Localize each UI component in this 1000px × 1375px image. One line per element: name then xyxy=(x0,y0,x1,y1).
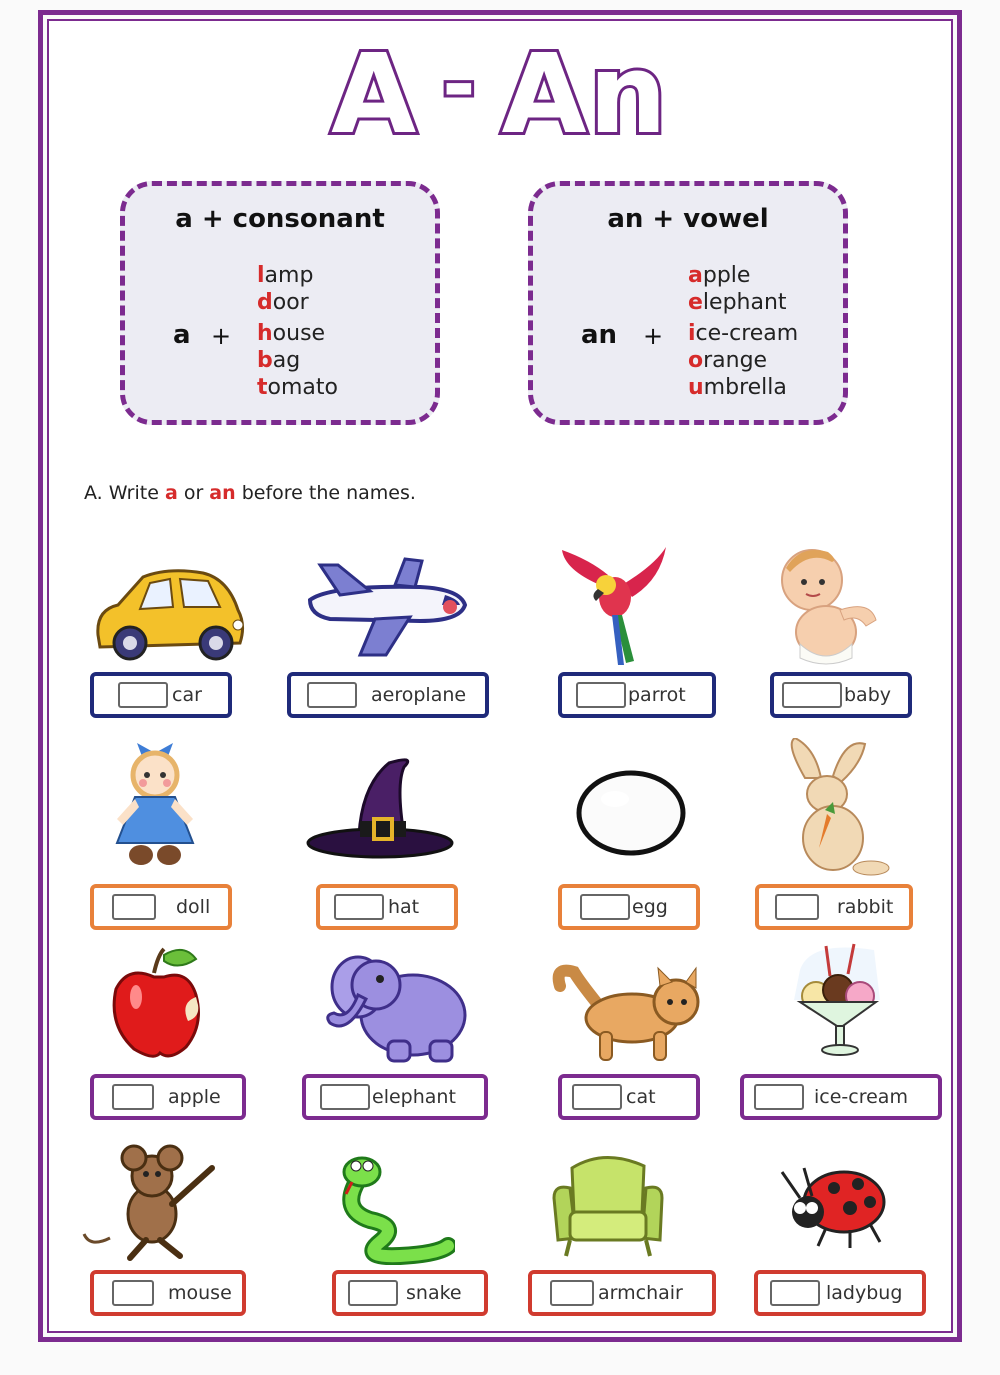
rule-box-consonant xyxy=(120,181,440,425)
consonant-word-list xyxy=(257,262,338,401)
rule-word: bag xyxy=(257,348,301,373)
rule-word: tomato xyxy=(257,375,338,400)
answer-label-ladybug xyxy=(754,1270,926,1316)
title-dash: - xyxy=(442,38,478,131)
answer-blank[interactable] xyxy=(334,894,384,920)
word-ice-cream: ice-cream xyxy=(814,1086,908,1108)
answer-label-car xyxy=(90,672,232,718)
answer-blank[interactable] xyxy=(576,682,626,708)
answer-label-parrot xyxy=(558,672,716,718)
rule-word: lamp xyxy=(257,263,314,288)
word-parrot: parrot xyxy=(628,684,686,706)
word-apple: apple xyxy=(168,1086,221,1108)
witch-hat-icon xyxy=(304,755,454,865)
vowel-word-list xyxy=(688,262,798,401)
word-ladybug: ladybug xyxy=(826,1282,903,1304)
answer-label-snake xyxy=(332,1270,488,1316)
ladybug-icon xyxy=(770,1162,895,1252)
answer-label-doll xyxy=(90,884,232,930)
baby-icon xyxy=(770,540,890,670)
answer-label-baby xyxy=(770,672,912,718)
elephant-icon xyxy=(318,945,473,1063)
answer-blank[interactable] xyxy=(580,894,630,920)
word-cat: cat xyxy=(626,1086,656,1108)
mouse-icon xyxy=(80,1138,225,1263)
rule-word: house xyxy=(257,321,326,346)
word-doll: doll xyxy=(176,896,211,918)
word-car: car xyxy=(172,684,202,706)
answer-blank[interactable] xyxy=(320,1084,370,1110)
answer-label-egg xyxy=(558,884,700,930)
rule-word: ice-cream xyxy=(688,321,799,346)
apple-icon xyxy=(108,945,203,1065)
word-aeroplane: aeroplane xyxy=(371,684,467,706)
snake-icon xyxy=(330,1150,455,1265)
answer-label-elephant xyxy=(302,1074,488,1120)
word-snake: snake xyxy=(406,1282,462,1304)
answer-blank[interactable] xyxy=(118,682,168,708)
word-elephant: elephant xyxy=(372,1086,456,1108)
rule-word: orange xyxy=(688,348,768,373)
armchair-icon xyxy=(548,1148,668,1263)
answer-label-hat xyxy=(316,884,458,930)
doll-icon xyxy=(105,735,205,870)
word-armchair: armchair xyxy=(598,1282,683,1304)
answer-label-ice-cream xyxy=(740,1074,942,1120)
answer-blank[interactable] xyxy=(307,682,357,708)
word-egg: egg xyxy=(632,896,668,918)
answer-blank[interactable] xyxy=(572,1084,622,1110)
rule-article-an: an xyxy=(581,320,618,350)
word-rabbit: rabbit xyxy=(837,896,894,918)
answer-label-aeroplane xyxy=(287,672,489,718)
rule-plus: + xyxy=(211,322,232,350)
answer-blank[interactable] xyxy=(348,1280,398,1306)
car-icon xyxy=(88,565,248,665)
answer-blank[interactable] xyxy=(754,1084,804,1110)
answer-blank[interactable] xyxy=(775,894,819,920)
rabbit-icon xyxy=(775,738,895,878)
rule-word: door xyxy=(257,290,309,315)
word-hat: hat xyxy=(388,896,420,918)
answer-blank[interactable] xyxy=(112,1280,154,1306)
parrot-icon xyxy=(560,545,670,670)
answer-blank[interactable] xyxy=(782,682,842,708)
word-baby: baby xyxy=(844,684,892,706)
rule-article-a: a xyxy=(173,320,191,350)
answer-label-apple xyxy=(90,1074,246,1120)
title-an: An xyxy=(501,30,669,158)
answer-label-mouse xyxy=(90,1270,246,1316)
answer-label-armchair xyxy=(528,1270,716,1316)
exercise-instruction: A. Write a or an before the names. xyxy=(84,482,416,504)
egg-icon xyxy=(575,765,690,860)
aeroplane-icon xyxy=(300,555,475,660)
answer-blank[interactable] xyxy=(550,1280,594,1306)
answer-blank[interactable] xyxy=(112,894,156,920)
rule-plus: + xyxy=(643,322,664,350)
ice-cream-icon xyxy=(790,940,885,1060)
rule-word: elephant xyxy=(688,290,787,315)
cat-icon xyxy=(550,962,710,1066)
rule-box-vowel xyxy=(528,181,848,425)
answer-label-rabbit xyxy=(755,884,913,930)
word-mouse: mouse xyxy=(168,1282,232,1304)
answer-blank[interactable] xyxy=(770,1280,820,1306)
rule-heading-consonant: a + consonant xyxy=(175,204,385,234)
title-a: A xyxy=(331,30,419,158)
worksheet-title xyxy=(0,30,1000,158)
rule-heading-vowel: an + vowel xyxy=(607,204,769,234)
rule-word: apple xyxy=(688,263,751,288)
answer-blank[interactable] xyxy=(112,1084,154,1110)
answer-label-cat xyxy=(558,1074,700,1120)
rule-word: umbrella xyxy=(688,375,787,400)
